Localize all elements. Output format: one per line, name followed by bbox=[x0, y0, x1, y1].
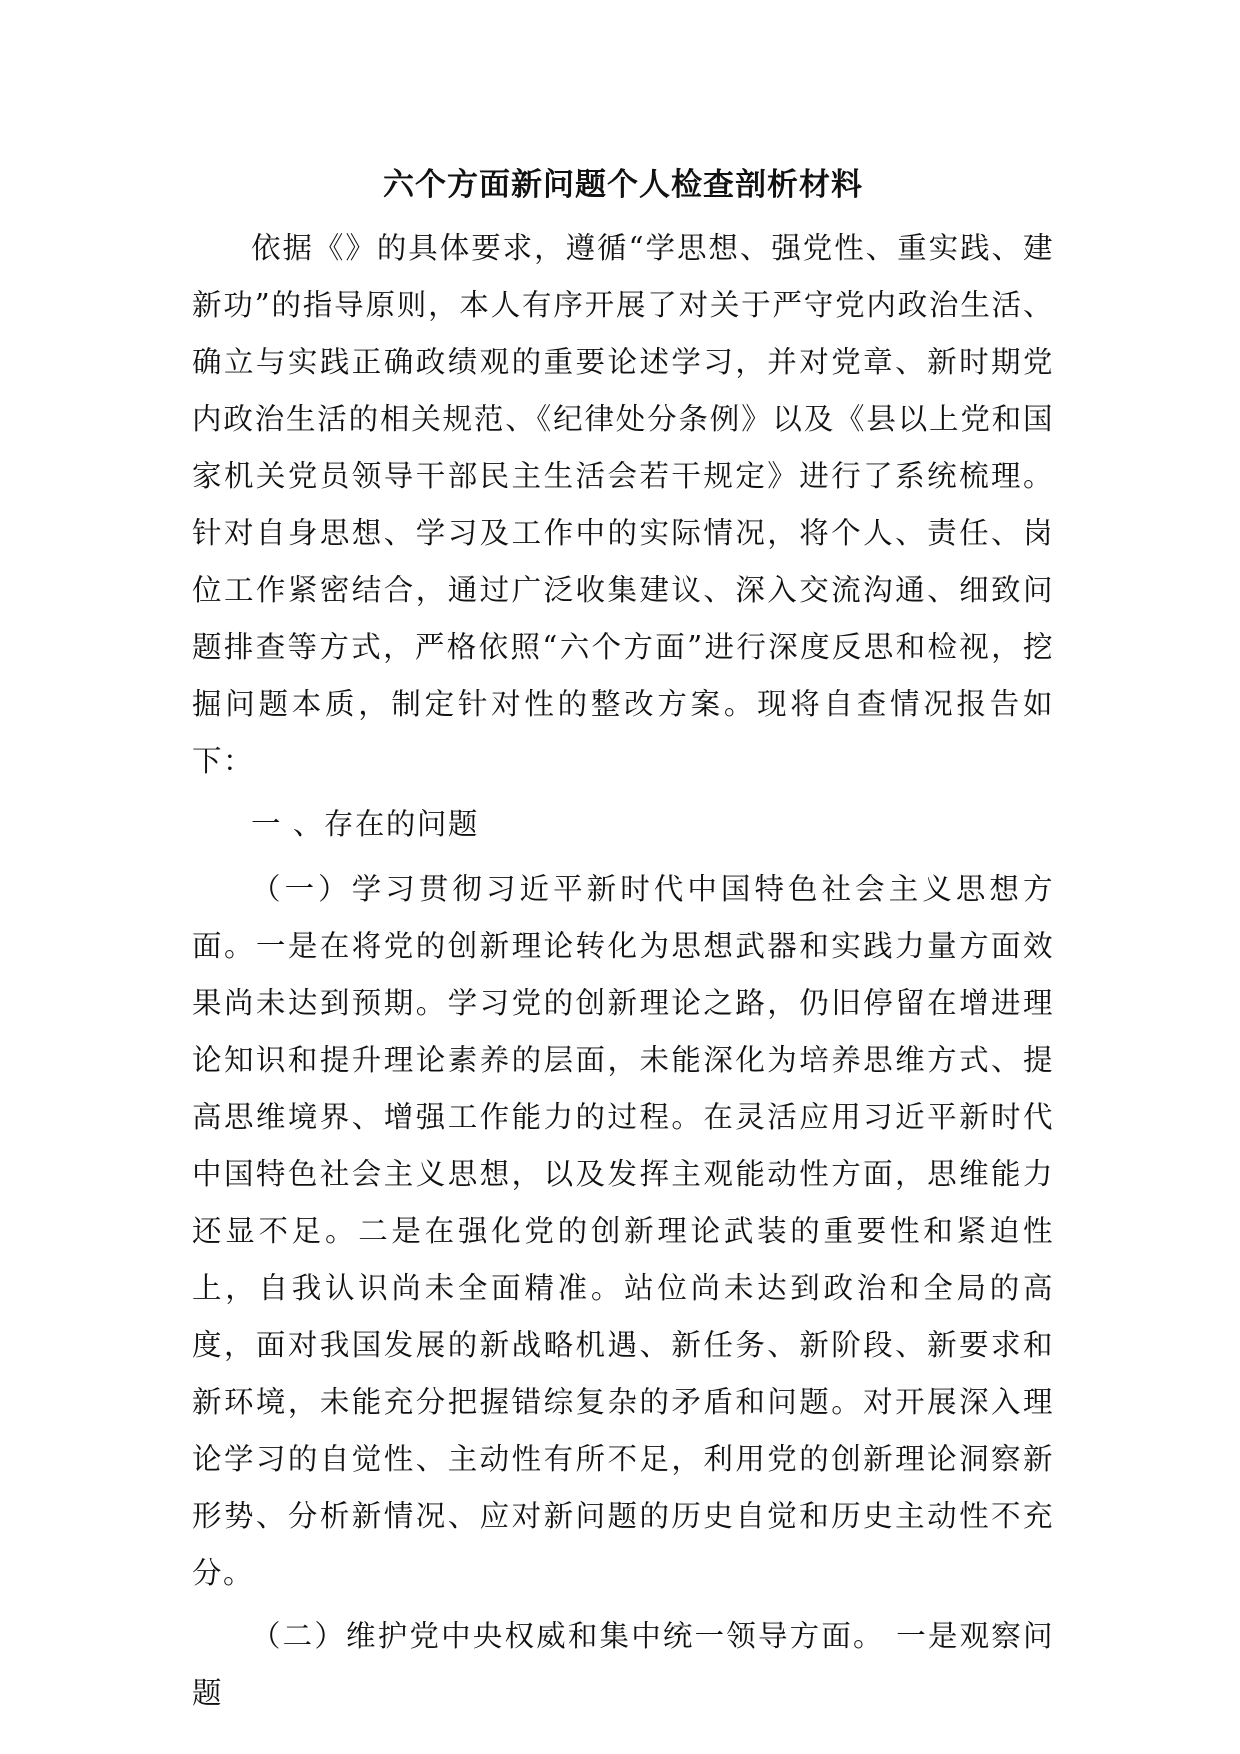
document-body bbox=[192, 160, 1054, 1722]
section-heading: 一 、存在的问题 bbox=[251, 807, 479, 841]
section-one-paragraph: （一）学习贯彻习近平新时代中国特色社会主义思想方面。一是在将党的创新理论转化为思想武器和实践力量方面效果尚未达到预期。学习党的创新理论之路，仍旧停留在增进理论知识和提升理论素养的层面，未能深化为培养思维方式、提高思维境界、增强工作能力的过程。在灵活应用习近平新时代中国特色社会主义思想，以及发挥主观能动性方面，思维能力还显不足。二是在强化党的创新理论武装的重要性和紧迫性上，自我认识尚未全面精准。站位尚未达到政治和全局的高度，面对我国发展的新战略机遇、新任务、新阶段、新要求和新环境，未能充分把握错综复杂的矛盾和问题。对开展深入理论学习的自觉性、主动性有所不足，利用党的创新理论洞察新形势、分析新情况、应对新问题的历史自觉和历史主动性不充分。 bbox=[192, 872, 1054, 1590]
intro-paragraph: 依据《》的具体要求，遵循“学思想、强党性、重实践、建新功”的指导原则，本人有序开展了对关于严守党内政治生活、确立与实践正确政绩观的重要论述学习，并对党章、新时期党内政治生活的相关规范、《纪律处分条例》以及《县以上党和国家机关党员领导干部民主生活会若干规定》进行了系统梳理。针对自身思想、学习及工作中的实际情况，将个人、责任、岗位工作紧密结合，通过广泛收集建议、深入交流沟通、细致问题排查等方式，严格依照“六个方面”进行深度反思和检视，挖掘问题本质，制定针对性的整改方案。现将自查情况报告如下： bbox=[192, 231, 1054, 778]
document-title: 六个方面新问题个人检查剖析材料 bbox=[383, 167, 863, 203]
section-two-paragraph: （二）维护党中央权威和集中统一领导方面。 一是观察问题 bbox=[192, 1619, 1054, 1710]
